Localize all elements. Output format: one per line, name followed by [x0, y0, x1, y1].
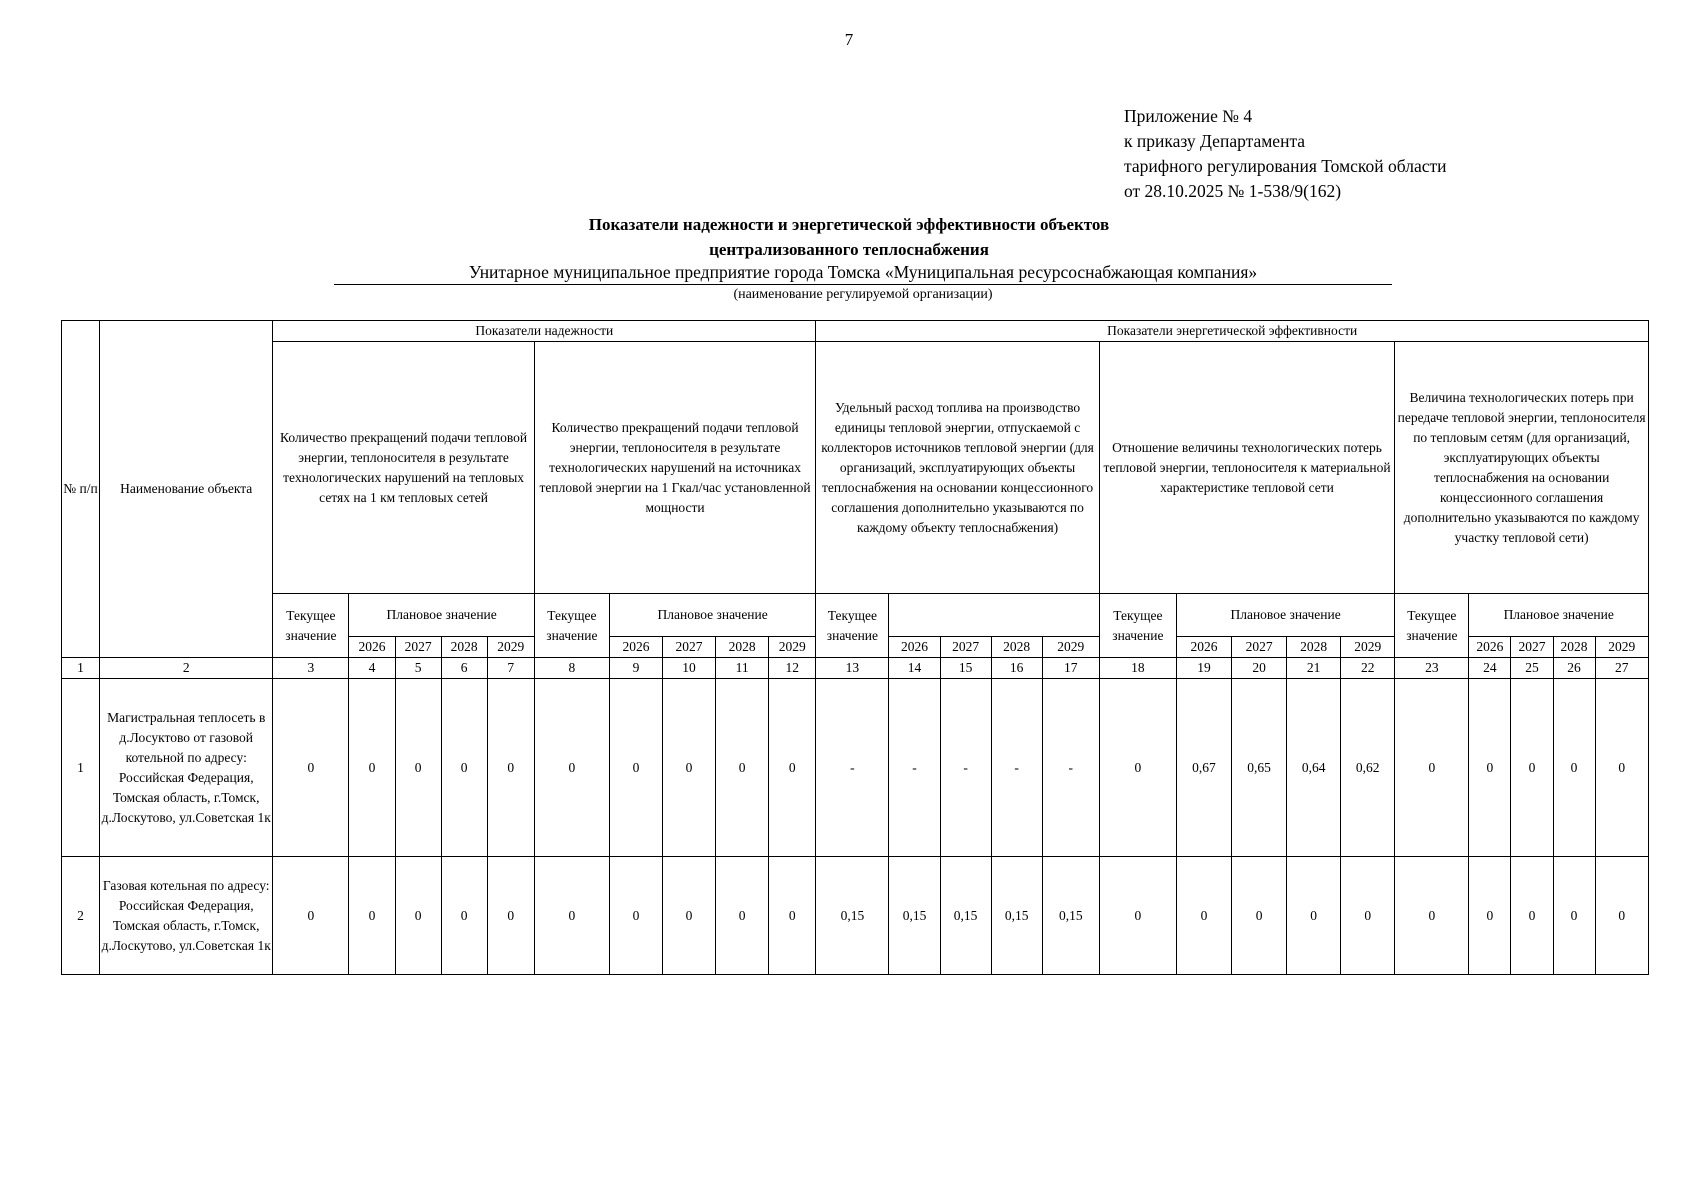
year-cell: 2027: [663, 637, 716, 658]
header-current: Текущее значение: [1395, 594, 1469, 658]
value-cell: 0,15: [889, 857, 940, 975]
value-cell: 0: [395, 679, 441, 857]
column-number: 18: [1099, 658, 1176, 679]
column-number: 7: [487, 658, 534, 679]
year-cell: 2029: [1042, 637, 1099, 658]
annex-line: к приказу Департамента: [1124, 131, 1306, 151]
header-planned: Плановое значение: [609, 594, 815, 637]
year-cell: 2026: [1176, 637, 1231, 658]
value-cell: 0: [1511, 679, 1553, 857]
column-number: 10: [663, 658, 716, 679]
value-cell: 0: [534, 857, 609, 975]
annex-line: Приложение № 4: [1124, 106, 1253, 126]
indicators-table: [61, 320, 1649, 975]
header-current: Текущее значение: [534, 594, 609, 658]
object-name: Газовая котельная по адресу: Российская Федерация, Томская область, г.Томск, д.Лоскутово, ул.Советская 1к: [100, 857, 273, 975]
value-cell: 0,15: [1042, 857, 1099, 975]
value-cell: 0: [1553, 857, 1595, 975]
value-cell: 0: [487, 679, 534, 857]
year-cell: 2027: [395, 637, 441, 658]
value-cell: 0: [1595, 679, 1648, 857]
header-num: № п/п: [62, 321, 100, 658]
header-current: Текущее значение: [1099, 594, 1176, 658]
column-number: 16: [991, 658, 1042, 679]
year-cell: 2029: [1595, 637, 1648, 658]
value-cell: 0: [395, 857, 441, 975]
year-cell: 2029: [487, 637, 534, 658]
value-cell: 0: [1287, 857, 1341, 975]
header-planned-empty: [889, 594, 1099, 637]
year-cell: 2028: [991, 637, 1042, 658]
column-number: 14: [889, 658, 940, 679]
value-cell: 0,64: [1287, 679, 1341, 857]
header-planned: Плановое значение: [1469, 594, 1649, 637]
year-cell: 2029: [1341, 637, 1395, 658]
value-cell: 0: [1469, 857, 1511, 975]
row-number: 1: [62, 679, 100, 857]
column-number: 26: [1553, 658, 1595, 679]
value-cell: 0: [1595, 857, 1648, 975]
year-cell: 2028: [1553, 637, 1595, 658]
value-cell: 0,65: [1232, 679, 1287, 857]
header-current: Текущее значение: [816, 594, 889, 658]
value-cell: 0: [609, 857, 662, 975]
value-cell: 0,62: [1341, 679, 1395, 857]
year-cell: 2027: [1511, 637, 1553, 658]
value-cell: 0: [1511, 857, 1553, 975]
value-cell: 0,15: [816, 857, 889, 975]
header-group-3: Удельный расход топлива на производство единицы тепловой энергии, отпускаемой с коллекторов источников тепловой энергии (для организаций, эксплуатирующих объекты теплоснабжения на основании концессионного соглашения дополнительно указываются по каждому объекту теплоснабжения): [816, 342, 1099, 594]
annex-block: [1124, 104, 1447, 204]
value-cell: -: [1042, 679, 1099, 857]
value-cell: -: [816, 679, 889, 857]
column-number: 3: [273, 658, 349, 679]
column-number: 4: [349, 658, 395, 679]
value-cell: 0: [273, 857, 349, 975]
year-cell: 2028: [716, 637, 769, 658]
value-cell: 0: [487, 857, 534, 975]
header-group-2: Количество прекращений подачи тепловой энергии, теплоносителя в результате технологических нарушений на источниках тепловой энергии на 1 Гкал/час установленной мощности: [534, 342, 816, 594]
year-cell: 2026: [609, 637, 662, 658]
column-number: 9: [609, 658, 662, 679]
value-cell: 0: [769, 679, 816, 857]
header-efficiency: Показатели энергетической эффективности: [816, 321, 1649, 342]
annex-line: от 28.10.2025 № 1-538/9(162): [1124, 181, 1342, 201]
value-cell: 0: [1553, 679, 1595, 857]
value-cell: -: [940, 679, 991, 857]
value-cell: 0: [1395, 679, 1469, 857]
year-cell: 2026: [349, 637, 395, 658]
value-cell: 0: [1099, 679, 1176, 857]
organization-caption: (наименование регулируемой организации): [733, 287, 993, 302]
value-cell: 0: [1176, 857, 1231, 975]
value-cell: 0: [441, 857, 487, 975]
year-cell: 2028: [441, 637, 487, 658]
header-reliability: Показатели надежности: [273, 321, 816, 342]
value-cell: 0: [769, 857, 816, 975]
value-cell: 0: [716, 679, 769, 857]
year-cell: 2029: [769, 637, 816, 658]
year-cell: 2027: [1232, 637, 1287, 658]
year-cell: 2026: [889, 637, 940, 658]
column-number: 6: [441, 658, 487, 679]
column-number: 8: [534, 658, 609, 679]
column-number: 25: [1511, 658, 1553, 679]
title-line: централизованного теплоснабжения: [709, 240, 989, 259]
value-cell: 0: [716, 857, 769, 975]
value-cell: 0: [273, 679, 349, 857]
column-number: 1: [62, 658, 100, 679]
column-number: 15: [940, 658, 991, 679]
column-number: 19: [1176, 658, 1231, 679]
column-number: 22: [1341, 658, 1395, 679]
document-title: [0, 212, 1698, 262]
column-number: 23: [1395, 658, 1469, 679]
column-number: 5: [395, 658, 441, 679]
header-planned: Плановое значение: [349, 594, 534, 637]
column-number: 13: [816, 658, 889, 679]
value-cell: 0: [1341, 857, 1395, 975]
value-cell: -: [991, 679, 1042, 857]
year-cell: 2028: [1287, 637, 1341, 658]
column-number: 11: [716, 658, 769, 679]
column-number: 20: [1232, 658, 1287, 679]
value-cell: 0,15: [940, 857, 991, 975]
row-number: 2: [62, 857, 100, 975]
object-name: Магистральная теплосеть в д.Лосуктово от газовой котельной по адресу: Российская Федерация, Томская область, г.Томск, д.Лоскутово, ул.Советская 1к: [100, 679, 273, 857]
year-cell: 2027: [940, 637, 991, 658]
column-number: 17: [1042, 658, 1099, 679]
value-cell: 0,15: [991, 857, 1042, 975]
value-cell: 0: [1395, 857, 1469, 975]
table-row: [62, 857, 1649, 975]
column-number: 12: [769, 658, 816, 679]
column-number: 21: [1287, 658, 1341, 679]
value-cell: 0: [609, 679, 662, 857]
year-cell: 2026: [1469, 637, 1511, 658]
value-cell: 0: [349, 679, 395, 857]
value-cell: 0: [663, 857, 716, 975]
header-group-1: Количество прекращений подачи тепловой энергии, теплоносителя в результате технологических нарушений на тепловых сетях на 1 км тепловых сетей: [273, 342, 534, 594]
value-cell: -: [889, 679, 940, 857]
header-group-5: Величина технологических потерь при передаче тепловой энергии, теплоносителя по тепловым сетям (для организаций, эксплуатирующих объекты теплоснабжения на основании концессионного соглашения дополнительно указываются по каждому участку тепловой сети): [1395, 342, 1649, 594]
value-cell: 0: [1099, 857, 1176, 975]
table-row: [62, 679, 1649, 857]
value-cell: 0: [441, 679, 487, 857]
value-cell: 0,67: [1176, 679, 1231, 857]
value-cell: 0: [663, 679, 716, 857]
column-number: 2: [100, 658, 273, 679]
header-planned: Плановое значение: [1176, 594, 1394, 637]
header-group-4: Отношение величины технологических потерь тепловой энергии, теплоносителя к материальной характеристике тепловой сети: [1099, 342, 1394, 594]
organization-name: Унитарное муниципальное предприятие города Томска «Муниципальная ресурсоснабжающая компания»: [334, 262, 1392, 285]
value-cell: 0: [1469, 679, 1511, 857]
title-line: Показатели надежности и энергетической эффективности объектов: [588, 215, 1110, 234]
column-number: 24: [1469, 658, 1511, 679]
value-cell: 0: [534, 679, 609, 857]
annex-line: тарифного регулирования Томской области: [1124, 156, 1447, 176]
column-number: 27: [1595, 658, 1648, 679]
value-cell: 0: [1232, 857, 1287, 975]
value-cell: 0: [349, 857, 395, 975]
header-current: Текущее значение: [273, 594, 349, 658]
page-number: 7: [844, 30, 854, 49]
header-object: Наименование объекта: [100, 321, 273, 658]
